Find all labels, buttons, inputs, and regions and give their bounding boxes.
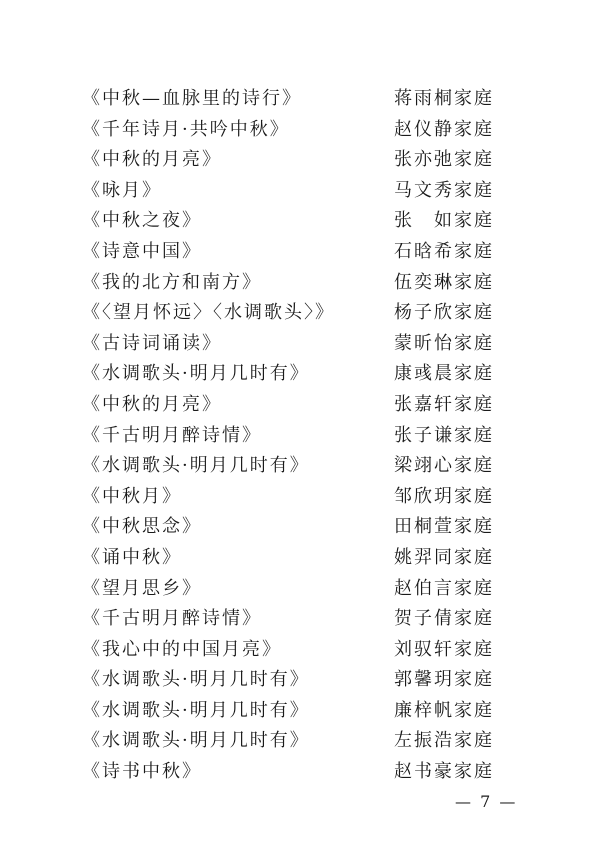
family-name: 梁翊心家庭 <box>394 455 494 477</box>
poem-title: 《水调歌头·明月几时有》 <box>82 363 310 385</box>
entry-row <box>82 359 502 390</box>
poem-title: 《中秋月》 <box>82 485 182 507</box>
family-name: 张 如家庭 <box>394 210 494 232</box>
entry-row <box>82 482 502 513</box>
entry-row <box>82 543 502 574</box>
poem-title: 《水调歌头·明月几时有》 <box>82 699 310 721</box>
poem-title: 《千古明月醉诗情》 <box>82 424 262 446</box>
family-name: 贺子倩家庭 <box>394 608 494 630</box>
family-name: 石晗希家庭 <box>394 240 494 262</box>
family-name: 马文秀家庭 <box>394 179 494 201</box>
family-name: 蒙昕怡家庭 <box>394 332 494 354</box>
entry-row <box>82 604 502 635</box>
poem-title: 《〈望月怀远〉〈水调歌头〉》 <box>82 302 335 324</box>
entry-row <box>82 421 502 452</box>
family-name: 郭馨玥家庭 <box>394 669 494 691</box>
entry-row <box>82 206 502 237</box>
family-name: 康彧晨家庭 <box>394 363 494 385</box>
entry-row <box>82 390 502 421</box>
entry-row <box>82 574 502 605</box>
poem-title: 《千年诗月·共吟中秋》 <box>82 118 290 140</box>
family-name: 田桐萱家庭 <box>394 516 494 538</box>
entry-row <box>82 329 502 360</box>
family-name: 刘驭轩家庭 <box>394 638 494 660</box>
entry-row <box>82 176 502 207</box>
entry-row <box>82 451 502 482</box>
family-name: 张嘉轩家庭 <box>394 393 494 415</box>
family-name: 左振浩家庭 <box>394 730 494 752</box>
poem-title: 《望月思乡》 <box>82 577 202 599</box>
page-number: — 7 — <box>455 792 518 811</box>
entry-row <box>82 726 502 757</box>
entry-list <box>82 84 502 788</box>
poem-title: 《中秋—血脉里的诗行》 <box>82 88 302 109</box>
poem-title: 《千古明月醉诗情》 <box>82 608 262 630</box>
family-name: 赵仪静家庭 <box>394 118 494 140</box>
poem-title: 《诗书中秋》 <box>82 761 202 783</box>
poem-title: 《水调歌头·明月几时有》 <box>82 455 310 477</box>
family-name: 张子谦家庭 <box>394 424 494 446</box>
poem-title: 《我的北方和南方》 <box>82 271 262 293</box>
family-name: 姚羿同家庭 <box>394 546 494 568</box>
entry-row <box>82 237 502 268</box>
family-name: 赵伯言家庭 <box>394 577 494 599</box>
family-name: 张亦弛家庭 <box>394 149 494 171</box>
poem-title: 《中秋之夜》 <box>82 210 202 232</box>
entry-row <box>82 665 502 696</box>
entry-row <box>82 298 502 329</box>
poem-title: 《中秋的月亮》 <box>82 393 222 415</box>
poem-title: 《古诗词诵读》 <box>82 332 222 354</box>
entry-row <box>82 512 502 543</box>
entry-row <box>82 635 502 666</box>
family-name: 廉梓帆家庭 <box>394 699 494 721</box>
entry-row <box>82 268 502 299</box>
poem-title: 《水调歌头·明月几时有》 <box>82 730 310 752</box>
family-name: 伍奕琳家庭 <box>394 271 494 293</box>
entry-row <box>82 145 502 176</box>
poem-title: 《中秋思念》 <box>82 516 202 538</box>
poem-title: 《水调歌头·明月几时有》 <box>82 669 310 691</box>
family-name: 蒋雨桐家庭 <box>394 88 494 109</box>
family-name: 赵书豪家庭 <box>394 761 494 783</box>
poem-title: 《中秋的月亮》 <box>82 149 222 171</box>
poem-title: 《我心中的中国月亮》 <box>82 638 282 660</box>
poem-title: 《诗意中国》 <box>82 240 202 262</box>
family-name: 邹欣玥家庭 <box>394 485 494 507</box>
poem-title: 《咏月》 <box>82 179 162 201</box>
entry-row <box>82 696 502 727</box>
entry-row <box>82 84 502 115</box>
family-name: 杨子欣家庭 <box>394 302 494 324</box>
entry-row <box>82 115 502 146</box>
poem-title: 《诵中秋》 <box>82 546 182 568</box>
entry-row <box>82 757 502 788</box>
